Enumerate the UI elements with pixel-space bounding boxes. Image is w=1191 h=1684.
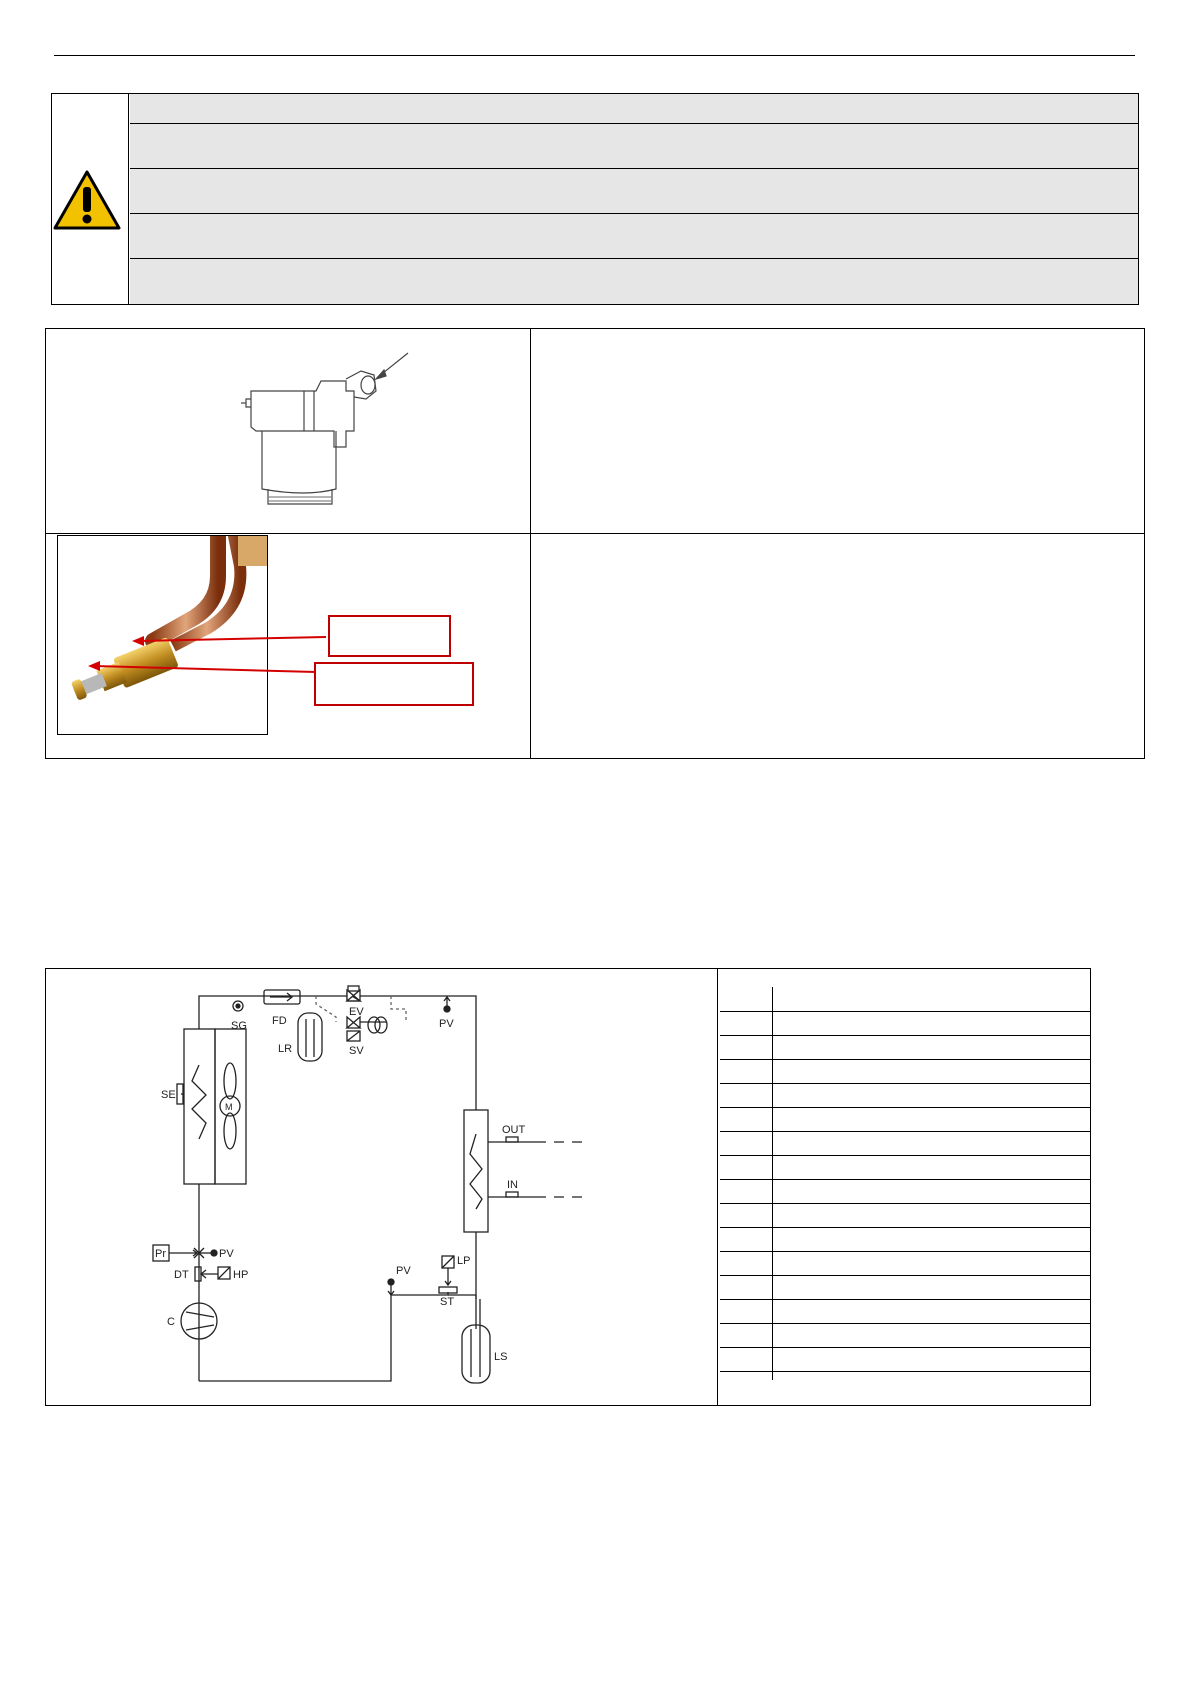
callout-label-1 — [328, 615, 451, 657]
refrigerant-circuit-block — [45, 968, 1091, 1406]
legend-row — [720, 1156, 1090, 1180]
warning-icon-cell — [52, 94, 129, 304]
header-rule — [54, 55, 1135, 56]
legend-row — [720, 1036, 1090, 1060]
label-dt: DT — [174, 1269, 189, 1281]
label-fd: FD — [272, 1015, 287, 1027]
legend-row — [720, 1276, 1090, 1300]
label-hp: HP — [233, 1269, 249, 1281]
legend-row — [720, 1252, 1090, 1276]
label-in: IN — [507, 1179, 518, 1191]
callout-label-2 — [314, 662, 474, 706]
label-c: C — [167, 1316, 175, 1328]
label-m: M — [225, 1102, 233, 1112]
legend-row — [720, 1180, 1090, 1204]
legend-row — [720, 1204, 1090, 1228]
components-table — [45, 328, 1145, 759]
label-sv: SV — [349, 1045, 364, 1057]
label-st: ST — [440, 1296, 455, 1308]
warning-row-5 — [130, 259, 1138, 304]
legend-row — [720, 1348, 1090, 1372]
diagram-legend — [720, 987, 1090, 1395]
label-se: SE — [161, 1089, 176, 1101]
label-pv-top: PV — [439, 1018, 454, 1030]
label-ev: EV — [349, 1006, 364, 1018]
legend-row — [720, 1012, 1090, 1036]
legend-row — [720, 1324, 1090, 1348]
label-pv-bottom: PV — [396, 1265, 411, 1277]
component-row-2-description — [541, 544, 1131, 744]
label-lr: LR — [278, 1043, 293, 1055]
legend-row — [720, 1060, 1090, 1084]
label-pr: Pr — [155, 1248, 166, 1260]
legend-row — [720, 1108, 1090, 1132]
warning-row-3 — [130, 169, 1138, 214]
label-lp: LP — [457, 1255, 471, 1267]
label-ls: LS — [494, 1351, 508, 1363]
component-row-1-description — [541, 339, 1131, 519]
warning-row-2 — [130, 124, 1138, 169]
refrigerant-circuit-diagram — [46, 969, 716, 1405]
legend-row — [720, 1228, 1090, 1252]
warning-row-4 — [130, 214, 1138, 259]
legend-row — [720, 1084, 1090, 1108]
warning-row-1 — [130, 94, 1138, 124]
legend-column-divider — [772, 987, 773, 1380]
legend-row — [720, 1372, 1090, 1395]
label-sg: SG — [231, 1020, 247, 1032]
valve-drawing — [196, 339, 426, 519]
warning-triangle-icon — [53, 169, 121, 231]
legend-row — [720, 987, 1090, 1012]
legend-row — [720, 1132, 1090, 1156]
legend-row — [720, 1300, 1090, 1324]
warning-box — [51, 93, 1139, 305]
label-pv-left: PV — [219, 1248, 234, 1260]
label-out: OUT — [502, 1124, 526, 1136]
